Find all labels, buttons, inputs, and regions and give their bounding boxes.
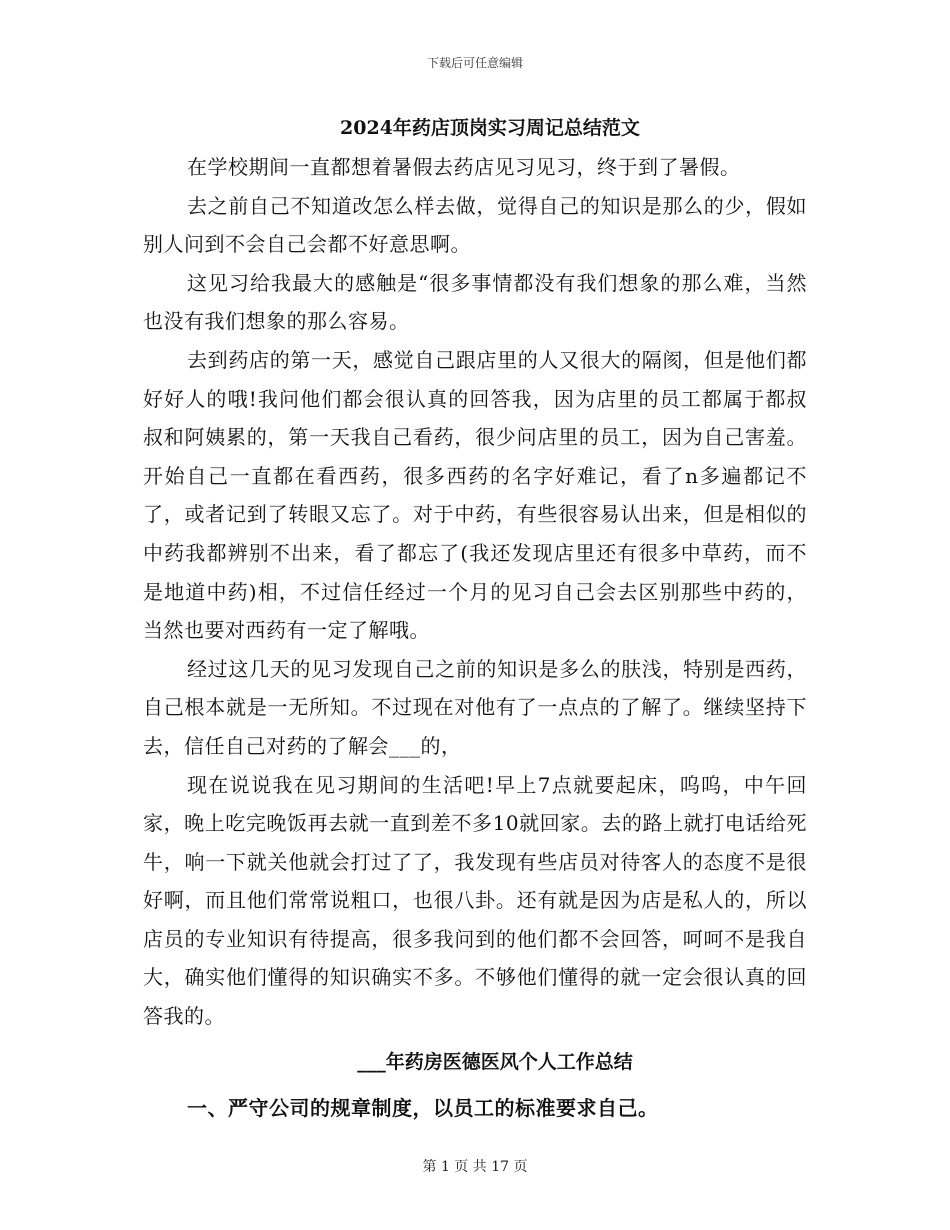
document-body — [143, 112, 807, 1128]
paragraph: 去之前自己不知道改怎么样去做，觉得自己的知识是那么的少，假如别人问到不会自己会都不好意思啊。 — [143, 193, 807, 257]
paragraph: 去到药店的第一天，感觉自己跟店里的人又很大的隔阂，但是他们都好好人的哦!我问他们都会很认真的回答我，因为店里的员工都属于都叔叔和阿姨累的，第一天我自己看药，很少问店里的员工，因为自己害羞。开始自己一直都在看西药，很多西药的名字好难记，看了n多遍都记不了，或者记到了转眼又忘了。对于中药，有些很容易认出来，但是相似的中药我都辨别不出来，看了都忘了(我还发现店里还有很多中草药，而不是地道中药)相，不过信任经过一个月的见习自己会去区别那些中药的，当然也要对西药有一定了解哦。 — [143, 347, 807, 643]
paragraph: 在学校期间一直都想着暑假去药店见习见习，终于到了暑假。 — [187, 155, 741, 179]
paragraph: 这见习给我最大的感触是“很多事情都没有我们想象的那么难，当然也没有我们想象的那么容易。 — [143, 270, 807, 334]
paragraph: 现在说说我在见习期间的生活吧!早上7点就要起床，呜呜，中午回家，晚上吃完晚饭再去就一直到差不多10就回家。去的路上就打电话给死牛，响一下就关他就会打过了了，我发现有些店员对待客人的态度不是很好啊，而且他们常常说粗口，也很八卦。还有就是因为店是私人的，所以店员的专业知识有待提高，很多我问到的他们都不会回答，呵呵不是我自大，确实他们懂得的知识确实不多。不够他们懂得的就一定会很认真的回答我的。 — [143, 772, 807, 1029]
header-note: 下载后可任意编辑 — [426, 56, 523, 70]
page-number: 第 1 页 共 17 页 — [422, 1159, 528, 1175]
section-title: ___年药房医德医风个人工作总结 — [357, 1050, 633, 1073]
document-title: 2024年药店顶岗实习周记总结范文 — [340, 117, 640, 139]
subsection-heading: 一、严守公司的规章制度，以员工的标准要求自己。 — [187, 1095, 659, 1120]
paragraph: 经过这几天的见习发现自己之前的知识是多么的肤浅，特别是西药，自己根本就是一无所知。不过现在对他有了一点点的了解了。继续坚持下去，信任自己对药的了解会___的， — [143, 656, 807, 758]
